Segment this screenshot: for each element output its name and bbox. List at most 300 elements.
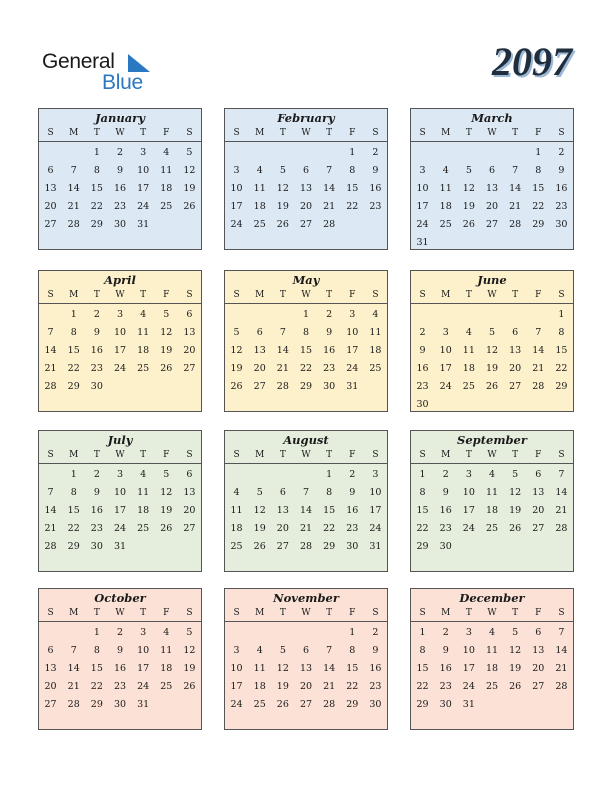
day-cell: 13	[485, 183, 499, 194]
day-cell: 1	[558, 309, 565, 320]
day-cell: 10	[137, 165, 150, 176]
day-cell: 16	[369, 183, 382, 194]
empty-day-cell	[527, 306, 550, 324]
day-cell: 2	[326, 309, 333, 320]
day-cell: 13	[509, 345, 522, 356]
day-cell: 23	[416, 381, 429, 392]
month-june	[410, 270, 574, 412]
day-cell: 24	[113, 523, 127, 534]
day-cell: 1	[349, 627, 356, 638]
day-cell: 4	[488, 627, 496, 638]
month-march	[410, 108, 574, 250]
day-cell: 5	[512, 469, 519, 480]
empty-day-cell	[39, 144, 62, 162]
day-cell: 4	[256, 645, 263, 656]
day-cell: 5	[279, 645, 286, 656]
day-cell: 19	[183, 183, 196, 194]
day-cell: 18	[369, 345, 382, 356]
day-cell: 5	[233, 327, 240, 338]
day-cell: 6	[279, 487, 286, 498]
day-cell: 9	[93, 487, 100, 498]
day-cell: 24	[346, 363, 359, 374]
day-cell: 30	[369, 699, 382, 710]
year-title: 2097	[492, 39, 572, 84]
day-cell: 2	[442, 627, 449, 638]
empty-day-cell	[480, 306, 503, 324]
day-cell: 3	[233, 645, 240, 656]
day-cell: 4	[140, 309, 147, 320]
weekday-header-row	[411, 606, 573, 622]
day-cell: 19	[462, 201, 475, 212]
day-cell: 4	[372, 309, 379, 320]
day-cell: 10	[462, 487, 475, 498]
day-cell: 22	[555, 363, 568, 374]
day-cell: 13	[44, 183, 57, 194]
logo-triangle-icon	[128, 54, 150, 72]
day-cell: 22	[532, 201, 545, 212]
day-cell: 6	[186, 309, 193, 320]
weekday-header: W	[487, 450, 497, 460]
day-cell: 23	[439, 681, 452, 692]
day-cell: 11	[253, 183, 266, 194]
weekday-header: T	[326, 608, 333, 618]
weekday-header: W	[115, 608, 125, 618]
day-cell: 10	[462, 645, 475, 656]
weekday-header: F	[163, 290, 170, 300]
day-cell: 21	[532, 363, 545, 374]
weekday-header: F	[535, 128, 542, 138]
month-name: April	[104, 273, 136, 287]
month-name: November	[273, 591, 339, 605]
day-cell: 7	[279, 327, 286, 338]
day-cell: 10	[369, 487, 382, 498]
day-cell: 7	[47, 487, 54, 498]
day-cell: 10	[346, 327, 359, 338]
day-grid	[39, 622, 201, 714]
day-cell: 13	[276, 505, 289, 516]
month-january	[38, 108, 202, 250]
day-cell: 24	[113, 363, 127, 374]
day-cell: 21	[276, 363, 289, 374]
day-cell: 3	[140, 627, 147, 638]
month-name: May	[292, 273, 320, 287]
day-cell: 27	[183, 363, 196, 374]
weekday-header: S	[419, 128, 426, 138]
day-cell: 13	[532, 645, 545, 656]
day-cell: 28	[44, 381, 57, 392]
day-cell: 20	[299, 201, 313, 212]
day-cell: 9	[419, 345, 426, 356]
day-cell: 19	[253, 523, 266, 534]
month-october	[38, 588, 202, 730]
weekday-header: S	[558, 128, 565, 138]
weekday-header: F	[349, 290, 356, 300]
day-cell: 29	[323, 541, 336, 552]
day-cell: 18	[230, 523, 243, 534]
empty-day-cell	[271, 306, 294, 324]
day-cell: 11	[230, 505, 243, 516]
day-cell: 24	[230, 219, 243, 230]
day-cell: 1	[93, 147, 100, 158]
day-cell: 25	[439, 219, 452, 230]
day-cell: 26	[230, 381, 243, 392]
weekday-header-row	[39, 288, 201, 304]
weekday-header: T	[512, 128, 519, 138]
day-cell: 9	[93, 327, 100, 338]
day-cell: 26	[462, 219, 475, 230]
day-cell: 13	[532, 487, 545, 498]
day-cell: 12	[230, 345, 243, 356]
month-august	[224, 430, 388, 572]
day-cell: 25	[253, 699, 266, 710]
day-cell: 8	[70, 327, 77, 338]
day-grid	[39, 304, 201, 396]
day-cell: 12	[485, 345, 499, 356]
day-cell: 8	[302, 327, 310, 338]
day-cell: 7	[326, 165, 333, 176]
day-cell: 27	[299, 219, 313, 230]
day-cell: 8	[419, 645, 426, 656]
day-cell: 28	[276, 381, 289, 392]
day-cell: 12	[160, 487, 173, 498]
day-cell: 16	[90, 345, 103, 356]
day-cell: 5	[512, 627, 519, 638]
day-cell: 5	[163, 469, 170, 480]
weekday-header: T	[326, 128, 333, 138]
day-cell: 2	[349, 469, 356, 480]
day-cell: 17	[113, 345, 127, 356]
weekday-header: S	[47, 450, 54, 460]
day-cell: 28	[44, 541, 57, 552]
empty-day-cell	[434, 306, 457, 324]
day-grid	[225, 464, 387, 556]
day-cell: 6	[535, 627, 542, 638]
day-cell: 17	[113, 505, 127, 516]
day-cell: 7	[70, 165, 77, 176]
weekday-header: M	[441, 450, 451, 460]
day-cell: 26	[509, 681, 522, 692]
day-cell: 27	[183, 523, 196, 534]
day-cell: 14	[67, 663, 80, 674]
empty-day-cell	[39, 624, 62, 642]
weekday-header: F	[535, 608, 542, 618]
empty-day-cell	[271, 466, 294, 484]
day-cell: 19	[276, 681, 289, 692]
weekday-header: M	[441, 290, 451, 300]
day-cell: 18	[137, 505, 150, 516]
weekday-header: S	[233, 290, 240, 300]
day-cell: 11	[485, 487, 499, 498]
weekday-header-row	[411, 288, 573, 304]
empty-day-cell	[248, 624, 271, 642]
day-cell: 26	[183, 681, 196, 692]
weekday-header: T	[140, 128, 147, 138]
day-cell: 4	[163, 147, 170, 158]
weekday-header: W	[301, 450, 311, 460]
day-cell: 19	[509, 505, 522, 516]
day-cell: 15	[532, 183, 545, 194]
weekday-header: F	[349, 128, 356, 138]
day-cell: 3	[465, 627, 472, 638]
day-cell: 22	[90, 681, 103, 692]
day-grid	[225, 622, 387, 714]
day-cell: 22	[346, 681, 359, 692]
weekday-header: S	[47, 290, 54, 300]
day-cell: 26	[183, 201, 196, 212]
day-cell: 20	[183, 505, 196, 516]
day-cell: 23	[323, 363, 336, 374]
weekday-header-row	[39, 126, 201, 142]
day-cell: 16	[113, 183, 127, 194]
empty-day-cell	[411, 144, 434, 162]
day-cell: 3	[372, 469, 379, 480]
day-cell: 25	[160, 201, 173, 212]
day-cell: 12	[183, 645, 196, 656]
day-cell: 7	[302, 487, 310, 498]
day-cell: 20	[44, 201, 57, 212]
day-cell: 30	[113, 699, 127, 710]
day-cell: 5	[488, 327, 496, 338]
day-cell: 8	[535, 165, 542, 176]
month-name: September	[457, 433, 527, 447]
day-cell: 8	[419, 487, 426, 498]
weekday-header: T	[93, 450, 100, 460]
day-cell: 22	[346, 201, 359, 212]
day-cell: 10	[230, 663, 243, 674]
weekday-header: T	[93, 128, 100, 138]
day-cell: 8	[349, 165, 356, 176]
day-cell: 3	[233, 165, 240, 176]
day-cell: 20	[509, 363, 522, 374]
day-cell: 2	[93, 469, 100, 480]
day-cell: 22	[67, 363, 80, 374]
day-cell: 25	[137, 523, 150, 534]
day-cell: 20	[532, 663, 545, 674]
day-cell: 30	[439, 699, 452, 710]
day-cell: 22	[416, 681, 429, 692]
weekday-header: W	[487, 608, 497, 618]
weekday-header: F	[163, 450, 170, 460]
weekday-header: S	[186, 290, 193, 300]
day-cell: 1	[302, 309, 310, 320]
day-cell: 6	[47, 165, 54, 176]
day-cell: 25	[369, 363, 382, 374]
day-cell: 9	[349, 487, 356, 498]
day-grid	[39, 464, 201, 556]
day-cell: 12	[183, 165, 196, 176]
month-may	[224, 270, 388, 412]
day-cell: 24	[462, 681, 475, 692]
day-grid	[411, 142, 573, 252]
weekday-header: M	[69, 450, 79, 460]
day-cell: 15	[555, 345, 568, 356]
day-cell: 9	[372, 645, 379, 656]
day-cell: 4	[465, 327, 472, 338]
day-cell: 19	[230, 363, 243, 374]
day-cell: 3	[349, 309, 356, 320]
weekday-header: S	[47, 608, 54, 618]
weekday-header: S	[419, 608, 426, 618]
day-cell: 21	[509, 201, 522, 212]
weekday-header: M	[69, 608, 79, 618]
day-cell: 17	[346, 345, 359, 356]
day-cell: 29	[67, 541, 80, 552]
day-cell: 17	[439, 363, 452, 374]
day-cell: 17	[137, 183, 150, 194]
day-cell: 31	[137, 699, 150, 710]
empty-day-cell	[248, 306, 271, 324]
day-cell: 21	[323, 681, 336, 692]
weekday-header-row	[225, 448, 387, 464]
day-cell: 3	[140, 147, 147, 158]
day-cell: 22	[416, 523, 429, 534]
day-cell: 20	[299, 681, 313, 692]
weekday-header: F	[349, 608, 356, 618]
day-cell: 18	[253, 201, 266, 212]
day-cell: 26	[276, 699, 289, 710]
weekday-header: T	[326, 450, 333, 460]
day-cell: 11	[160, 645, 173, 656]
day-cell: 31	[462, 699, 475, 710]
weekday-header: S	[558, 608, 565, 618]
day-cell: 9	[558, 165, 565, 176]
empty-day-cell	[411, 306, 434, 324]
weekday-header-row	[411, 126, 573, 142]
day-cell: 29	[299, 381, 313, 392]
day-cell: 21	[67, 681, 80, 692]
weekday-header-row	[225, 126, 387, 142]
day-cell: 15	[416, 663, 429, 674]
day-cell: 5	[186, 627, 193, 638]
day-cell: 16	[555, 183, 568, 194]
day-cell: 5	[163, 309, 170, 320]
day-cell: 4	[442, 165, 449, 176]
empty-day-cell	[248, 466, 271, 484]
month-name: December	[459, 591, 525, 605]
day-cell: 5	[465, 165, 472, 176]
day-cell: 27	[485, 219, 499, 230]
day-cell: 18	[253, 681, 266, 692]
day-cell: 18	[485, 663, 499, 674]
day-cell: 8	[558, 327, 565, 338]
day-cell: 10	[230, 183, 243, 194]
empty-day-cell	[480, 144, 503, 162]
weekday-header: M	[441, 608, 451, 618]
day-cell: 23	[113, 201, 127, 212]
day-cell: 6	[488, 165, 496, 176]
day-cell: 26	[276, 219, 289, 230]
day-cell: 15	[323, 505, 336, 516]
day-cell: 25	[485, 681, 499, 692]
day-grid	[411, 464, 573, 556]
day-cell: 28	[555, 681, 568, 692]
day-cell: 14	[323, 663, 336, 674]
day-cell: 28	[323, 699, 336, 710]
day-cell: 11	[439, 183, 452, 194]
day-cell: 15	[67, 345, 80, 356]
day-cell: 26	[160, 523, 173, 534]
day-cell: 31	[416, 237, 429, 248]
empty-day-cell	[225, 144, 248, 162]
day-cell: 15	[90, 183, 103, 194]
day-cell: 11	[137, 327, 150, 338]
empty-day-cell	[457, 144, 480, 162]
day-cell: 19	[160, 345, 173, 356]
day-cell: 6	[186, 469, 193, 480]
day-cell: 28	[299, 541, 313, 552]
day-cell: 11	[485, 645, 499, 656]
weekday-header: T	[465, 450, 472, 460]
day-cell: 2	[442, 469, 449, 480]
weekday-header: W	[115, 290, 125, 300]
month-name: October	[94, 591, 146, 605]
weekday-header: S	[186, 128, 193, 138]
empty-day-cell	[225, 306, 248, 324]
day-cell: 7	[558, 627, 565, 638]
day-cell: 10	[137, 645, 150, 656]
empty-day-cell	[225, 624, 248, 642]
weekday-header: T	[512, 290, 519, 300]
day-cell: 31	[137, 219, 150, 230]
weekday-header-row	[225, 288, 387, 304]
day-grid	[411, 622, 573, 714]
empty-day-cell	[294, 144, 317, 162]
day-cell: 13	[253, 345, 266, 356]
day-cell: 7	[326, 645, 333, 656]
day-cell: 30	[323, 381, 336, 392]
day-cell: 31	[346, 381, 359, 392]
day-cell: 8	[70, 487, 77, 498]
day-cell: 20	[485, 201, 499, 212]
day-cell: 14	[555, 645, 568, 656]
day-cell: 21	[323, 201, 336, 212]
day-cell: 17	[369, 505, 382, 516]
day-cell: 12	[509, 487, 522, 498]
day-grid	[225, 304, 387, 396]
day-cell: 1	[349, 147, 356, 158]
empty-day-cell	[271, 144, 294, 162]
day-cell: 15	[67, 505, 80, 516]
day-cell: 27	[44, 699, 57, 710]
empty-day-cell	[457, 306, 480, 324]
empty-day-cell	[294, 466, 317, 484]
day-cell: 24	[137, 201, 150, 212]
day-cell: 16	[439, 505, 452, 516]
month-name: June	[477, 273, 507, 287]
weekday-header: S	[372, 450, 379, 460]
day-cell: 7	[70, 645, 77, 656]
day-cell: 26	[485, 381, 499, 392]
day-cell: 30	[555, 219, 568, 230]
day-cell: 30	[416, 399, 429, 410]
day-cell: 8	[326, 487, 333, 498]
day-grid	[39, 142, 201, 234]
day-cell: 29	[416, 699, 429, 710]
day-cell: 29	[67, 381, 80, 392]
day-cell: 29	[346, 699, 359, 710]
day-cell: 20	[276, 523, 289, 534]
day-cell: 30	[90, 541, 103, 552]
day-cell: 14	[44, 505, 57, 516]
empty-day-cell	[294, 624, 317, 642]
weekday-header: S	[558, 450, 565, 460]
day-cell: 17	[416, 201, 429, 212]
day-cell: 8	[349, 645, 356, 656]
day-cell: 28	[67, 219, 80, 230]
month-name: March	[471, 111, 513, 125]
day-cell: 27	[44, 219, 57, 230]
weekday-header: T	[93, 290, 100, 300]
